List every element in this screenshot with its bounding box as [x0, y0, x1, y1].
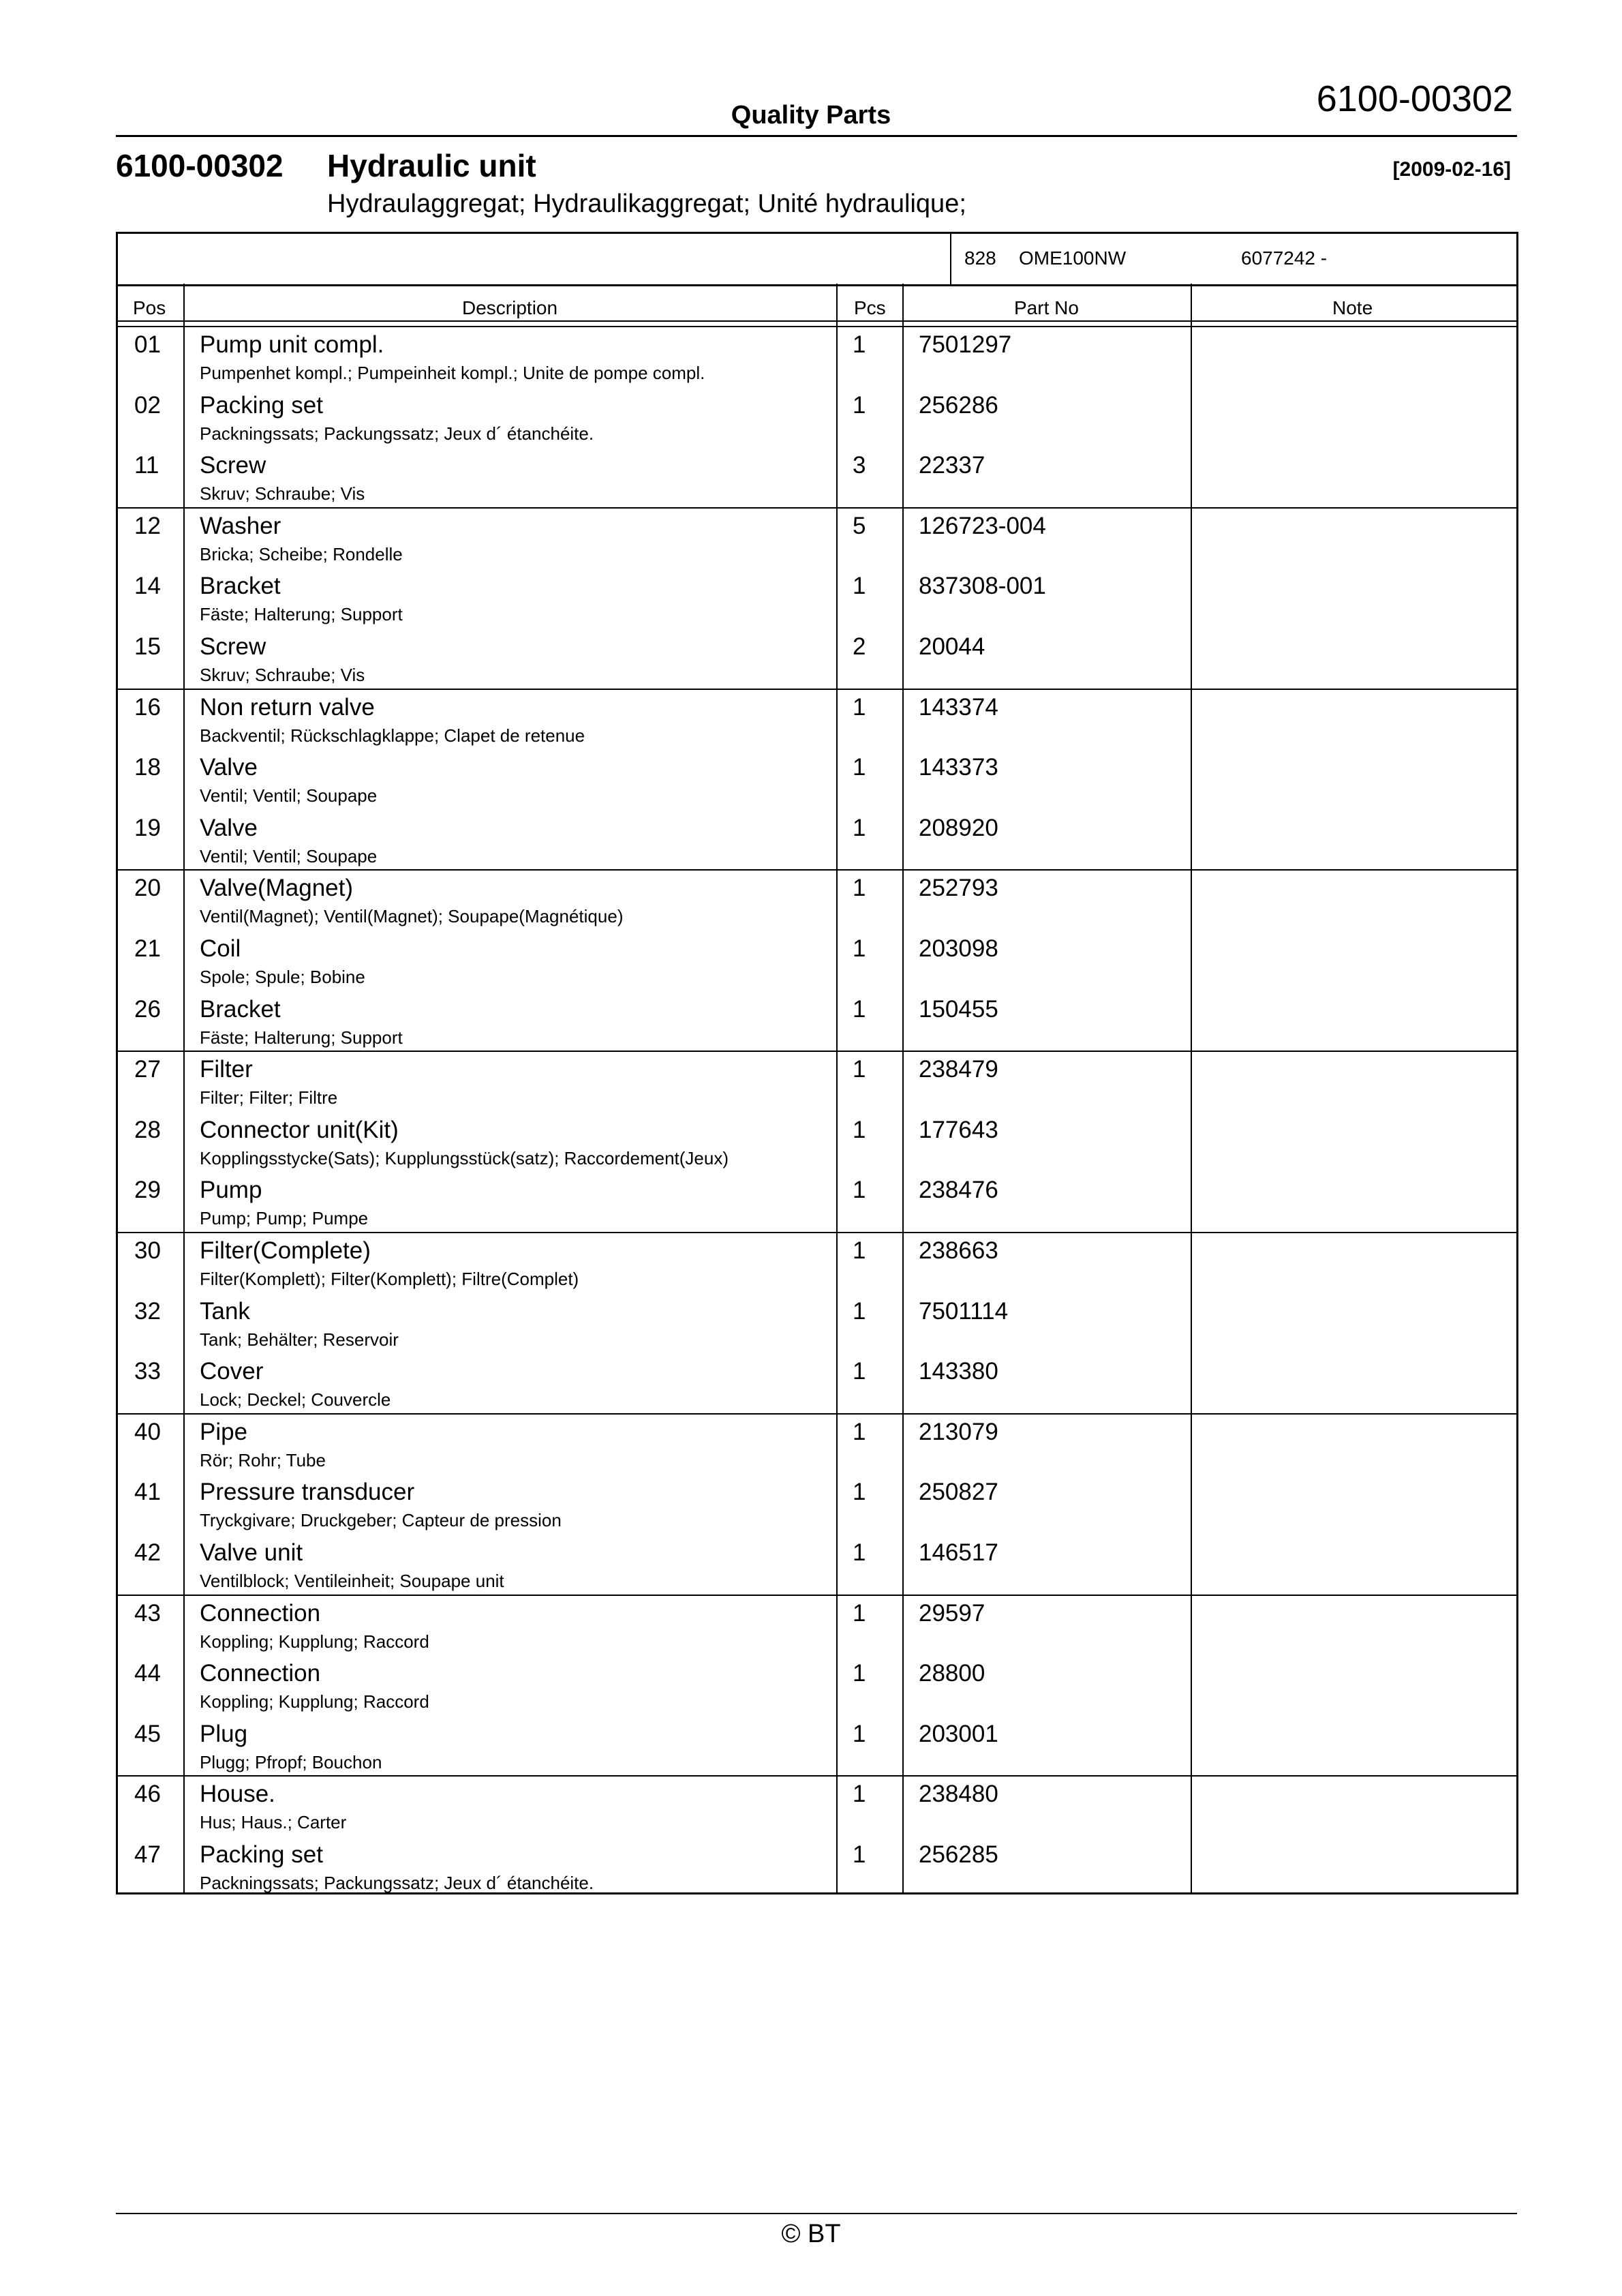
row-description-translations: Ventil; Ventil; Soupape	[200, 785, 378, 806]
model-name: OME100NW	[1019, 247, 1127, 269]
row-description-translations: Hus; Haus.; Carter	[200, 1812, 347, 1833]
row-pcs: 1	[853, 1056, 866, 1083]
table-row	[118, 992, 1516, 1052]
row-pcs: 1	[853, 391, 866, 419]
row-part-number: 29597	[919, 1599, 985, 1627]
row-description: Screw	[200, 452, 266, 479]
row-description-translations: Pump; Pump; Pumpe	[200, 1208, 369, 1229]
col-header-description: Description	[462, 297, 558, 318]
row-pcs: 1	[853, 1841, 866, 1868]
row-description-translations: Koppling; Kupplung; Raccord	[200, 1691, 429, 1712]
row-description-translations: Fäste; Halterung; Support	[200, 1027, 403, 1048]
row-part-number: 150455	[919, 995, 998, 1023]
row-pos: 20	[134, 875, 161, 902]
row-part-number: 837308-001	[919, 573, 1046, 600]
table-row	[118, 569, 1516, 629]
row-pcs: 1	[853, 1237, 866, 1264]
row-description-translations: Pumpenhet kompl.; Pumpeinheit kompl.; Unite de pompe compl.	[200, 363, 705, 383]
table-row	[118, 1717, 1516, 1777]
row-description: Connector unit(Kit)	[200, 1116, 399, 1143]
row-pos: 12	[134, 512, 161, 539]
row-part-number: 203098	[919, 935, 998, 962]
row-description-translations: Bricka; Scheibe; Rondelle	[200, 543, 403, 564]
row-pcs: 5	[853, 512, 866, 539]
model-cell-divider	[950, 234, 951, 284]
row-pcs: 3	[853, 452, 866, 479]
row-part-number: 143374	[919, 693, 998, 721]
row-part-number: 213079	[919, 1418, 998, 1445]
row-pcs: 1	[853, 1599, 866, 1627]
row-pcs: 1	[853, 1177, 866, 1204]
row-pcs: 1	[853, 1660, 866, 1687]
row-description: Bracket	[200, 995, 281, 1023]
row-description: Pump	[200, 1177, 262, 1204]
row-description: Pipe	[200, 1418, 248, 1445]
row-pos: 44	[134, 1660, 161, 1687]
table-row	[118, 1233, 1516, 1293]
table-row	[118, 388, 1516, 448]
row-pcs: 1	[853, 814, 866, 841]
assembly-title-translations: Hydraulaggregat; Hydraulikaggregat; Unité hydraulique;	[327, 190, 966, 218]
row-description-translations: Koppling; Kupplung; Raccord	[200, 1631, 429, 1652]
row-description-translations: Tank; Behälter; Reservoir	[200, 1329, 399, 1350]
row-description-translations: Spole; Spule; Bobine	[200, 967, 365, 987]
col-header-note: Note	[1332, 297, 1373, 318]
row-description-translations: Ventilblock; Ventileinheit; Soupape unit	[200, 1571, 504, 1591]
row-pos: 11	[134, 452, 159, 479]
row-part-number: 238663	[919, 1237, 998, 1264]
header-doc-number: 6100-00302	[1316, 78, 1513, 119]
row-pcs: 2	[853, 633, 866, 660]
row-description-translations: Ventil; Ventil; Soupape	[200, 845, 378, 866]
row-part-number: 256285	[919, 1841, 998, 1868]
row-part-number: 250827	[919, 1479, 998, 1506]
table-row	[118, 690, 1516, 750]
assembly-code: 6100-00302	[116, 148, 284, 183]
table-row	[118, 1837, 1516, 1897]
row-part-number: 20044	[919, 633, 985, 660]
table-row	[118, 1777, 1516, 1837]
row-description-translations: Lock; Deckel; Couvercle	[200, 1389, 391, 1410]
row-description-translations: Skruv; Schraube; Vis	[200, 665, 365, 685]
row-description: Valve	[200, 814, 258, 841]
row-description: Valve	[200, 754, 258, 781]
row-pos: 32	[134, 1297, 161, 1325]
row-description-translations: Kopplingsstycke(Sats); Kupplungsstück(satz); Raccordement(Jeux)	[200, 1147, 729, 1168]
row-part-number: 28800	[919, 1660, 985, 1687]
parts-table	[116, 284, 1518, 1894]
row-description-translations: Packningssats; Packungssatz; Jeux d´ étanchéite.	[200, 423, 594, 444]
row-description: Plug	[200, 1720, 248, 1747]
row-pos: 30	[134, 1237, 161, 1264]
row-description-translations: Fäste; Halterung; Support	[200, 604, 403, 625]
row-description: Bracket	[200, 573, 281, 600]
row-pos: 27	[134, 1056, 161, 1083]
row-pcs: 1	[853, 1297, 866, 1325]
row-description: Pressure transducer	[200, 1479, 415, 1506]
row-description: Valve unit	[200, 1539, 303, 1566]
row-description: Connection	[200, 1660, 321, 1687]
table-row	[118, 509, 1516, 569]
row-description-translations: Plugg; Pfropf; Bouchon	[200, 1751, 382, 1772]
row-description: Pump unit compl.	[200, 331, 384, 358]
col-header-pos: Pos	[133, 297, 166, 318]
row-part-number: 208920	[919, 814, 998, 841]
row-pcs: 1	[853, 1479, 866, 1506]
row-part-number: 143373	[919, 754, 998, 781]
row-pcs: 1	[853, 331, 866, 358]
row-pos: 01	[134, 331, 161, 358]
row-part-number: 143380	[919, 1358, 998, 1385]
table-row	[118, 1173, 1516, 1233]
header-divider	[116, 135, 1517, 137]
table-row	[118, 1415, 1516, 1475]
row-part-number: 22337	[919, 452, 985, 479]
row-pos: 46	[134, 1781, 161, 1808]
row-pos: 18	[134, 754, 161, 781]
row-pos: 02	[134, 391, 161, 419]
table-row	[118, 931, 1516, 991]
table-row	[118, 871, 1516, 931]
assembly-title: Hydraulic unit	[327, 148, 536, 183]
table-row	[118, 448, 1516, 508]
row-description-translations: Packningssats; Packungssatz; Jeux d´ étanchéite.	[200, 1873, 594, 1893]
row-description: Non return valve	[200, 693, 375, 721]
row-pcs: 1	[853, 573, 866, 600]
table-row	[118, 1294, 1516, 1354]
row-pcs: 1	[853, 935, 866, 962]
table-row	[118, 1535, 1516, 1595]
row-description: Connection	[200, 1599, 321, 1627]
row-description-translations: Filter; Filter; Filtre	[200, 1087, 338, 1108]
row-part-number: 7501297	[919, 331, 1012, 358]
table-row	[118, 327, 1516, 387]
row-description: Filter(Complete)	[200, 1237, 371, 1264]
row-pcs: 1	[853, 693, 866, 721]
row-part-number: 203001	[919, 1720, 998, 1747]
row-pos: 21	[134, 935, 161, 962]
row-pos: 28	[134, 1116, 161, 1143]
row-part-number: 177643	[919, 1116, 998, 1143]
row-part-number: 238479	[919, 1056, 998, 1083]
row-pcs: 1	[853, 1358, 866, 1385]
row-pcs: 1	[853, 1720, 866, 1747]
row-pos: 33	[134, 1358, 161, 1385]
row-part-number: 238476	[919, 1177, 998, 1204]
col-header-pcs: Pcs	[854, 297, 886, 318]
row-pcs: 1	[853, 1539, 866, 1566]
row-pcs: 1	[853, 1781, 866, 1808]
table-row	[118, 1354, 1516, 1414]
row-pos: 16	[134, 693, 161, 721]
row-description: Filter	[200, 1056, 253, 1083]
row-description-translations: Backventil; Rückschlagklappe; Clapet de retenue	[200, 725, 585, 746]
row-pos: 19	[134, 814, 161, 841]
table-row	[118, 811, 1516, 871]
row-pos: 41	[134, 1479, 161, 1506]
table-row	[118, 629, 1516, 689]
table-row	[118, 750, 1516, 810]
table-row	[118, 1052, 1516, 1112]
footer-copyright: © BT	[781, 2220, 841, 2248]
row-pos: 42	[134, 1539, 161, 1566]
row-part-number: 238480	[919, 1781, 998, 1808]
row-pcs: 1	[853, 1418, 866, 1445]
row-pos: 29	[134, 1177, 161, 1204]
revision-date: [2009-02-16]	[1392, 158, 1511, 181]
row-description-translations: Tryckgivare; Druckgeber; Capteur de pression	[200, 1510, 562, 1531]
row-description: Packing set	[200, 391, 323, 419]
row-pcs: 1	[853, 1116, 866, 1143]
row-pos: 14	[134, 573, 161, 600]
model-code: 828	[964, 247, 996, 269]
model-serial-range: 6077242 -	[1241, 247, 1328, 269]
header-section-title: Quality Parts	[731, 101, 891, 130]
row-part-number: 252793	[919, 875, 998, 902]
table-row	[118, 1113, 1516, 1173]
model-applicability-box	[116, 232, 1518, 286]
footer-divider	[116, 2213, 1517, 2214]
row-pos: 43	[134, 1599, 161, 1627]
row-pos: 40	[134, 1418, 161, 1445]
row-description-translations: Ventil(Magnet); Ventil(Magnet); Soupape(Magnétique)	[200, 906, 624, 927]
row-pos: 47	[134, 1841, 161, 1868]
row-pcs: 1	[853, 754, 866, 781]
row-part-number: 256286	[919, 391, 998, 419]
header-rule	[118, 320, 1516, 322]
row-part-number: 7501114	[919, 1297, 1009, 1325]
col-header-partno: Part No	[1014, 297, 1079, 318]
row-pos: 26	[134, 995, 161, 1023]
row-description-translations: Rör; Rohr; Tube	[200, 1449, 326, 1470]
table-row	[118, 1596, 1516, 1656]
row-description: Screw	[200, 633, 266, 660]
row-description-translations: Skruv; Schraube; Vis	[200, 483, 365, 504]
table-row	[118, 1475, 1516, 1535]
row-description: Valve(Magnet)	[200, 875, 354, 902]
row-description: Cover	[200, 1358, 264, 1385]
row-part-number: 126723-004	[919, 512, 1046, 539]
row-part-number: 146517	[919, 1539, 998, 1566]
row-pcs: 1	[853, 995, 866, 1023]
row-description: House.	[200, 1781, 275, 1808]
table-row	[118, 1656, 1516, 1716]
row-description-translations: Filter(Komplett); Filter(Komplett); Filtre(Complet)	[200, 1269, 579, 1289]
row-description: Packing set	[200, 1841, 323, 1868]
row-pos: 45	[134, 1720, 161, 1747]
row-description: Washer	[200, 512, 281, 539]
row-description: Tank	[200, 1297, 250, 1325]
row-description: Coil	[200, 935, 241, 962]
row-pos: 15	[134, 633, 161, 660]
row-pcs: 1	[853, 875, 866, 902]
